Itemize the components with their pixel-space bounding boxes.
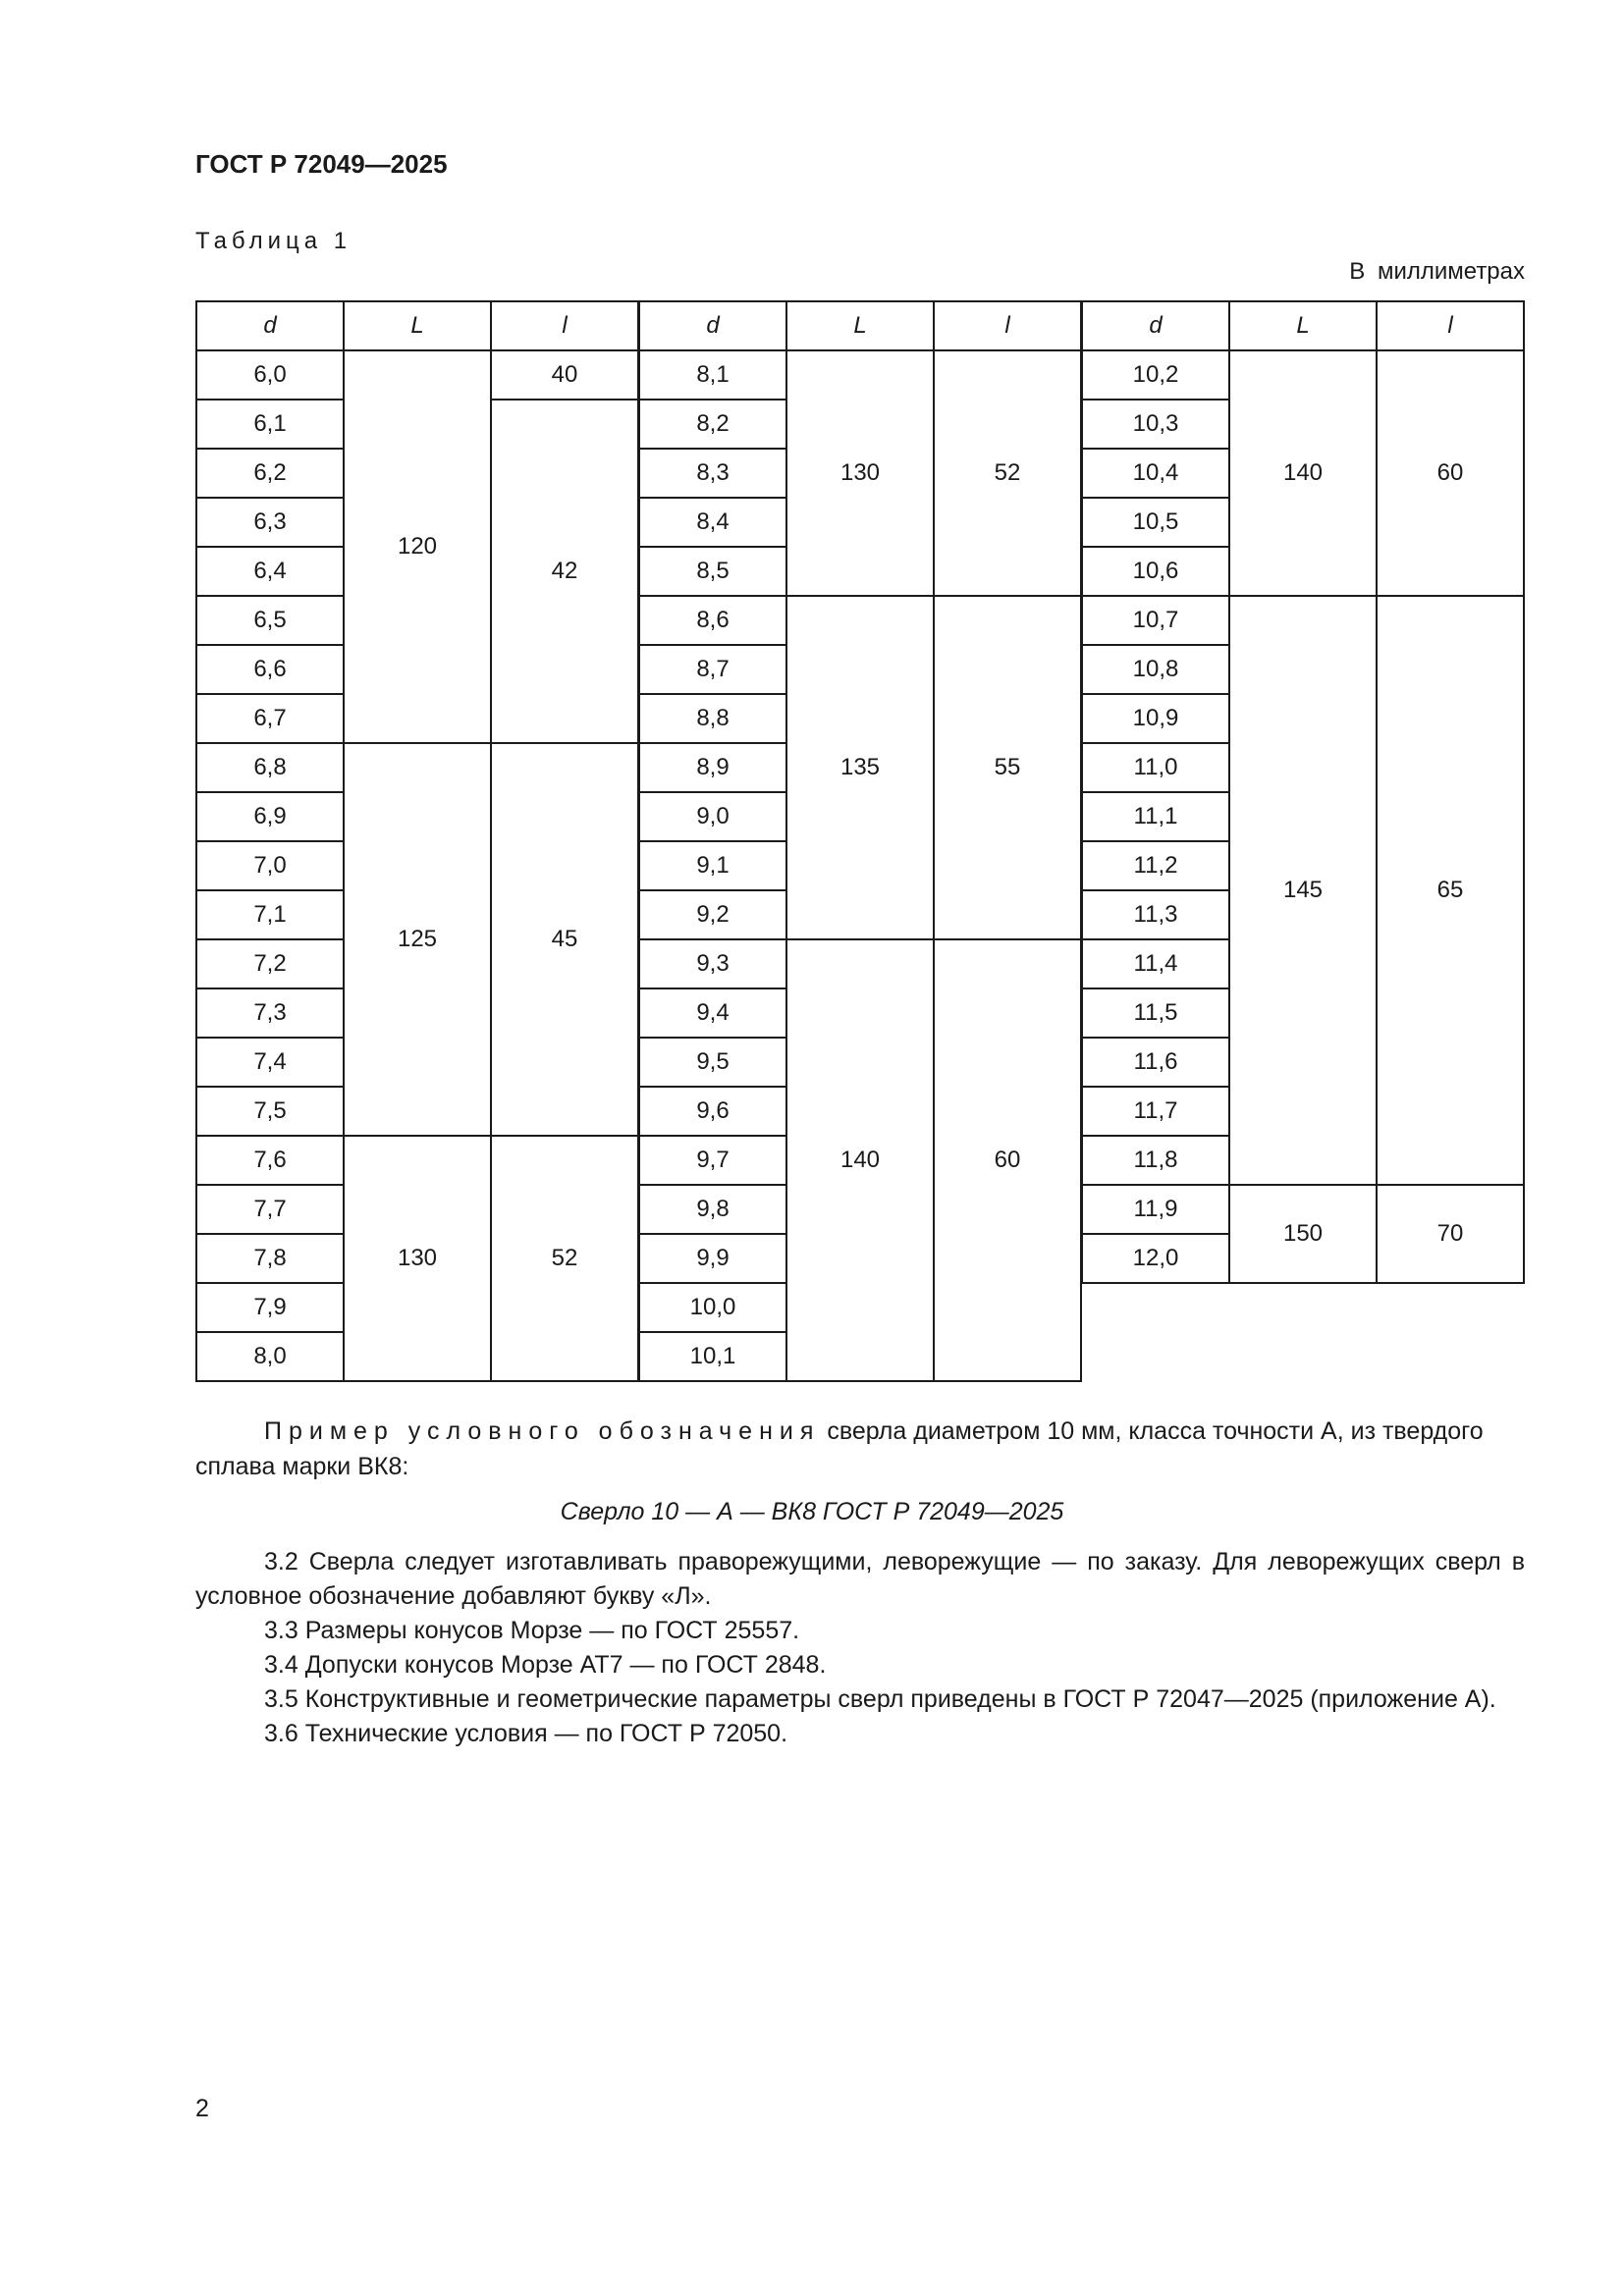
cell-d: 11,0 (1082, 743, 1229, 792)
cell-l: 52 (934, 350, 1081, 596)
header-l: l (1377, 301, 1524, 350)
cell-d: 9,2 (639, 890, 786, 939)
cell-d: 6,2 (196, 449, 344, 498)
cell-L: 125 (344, 743, 491, 1136)
header-d: d (639, 301, 786, 350)
document-header: ГОСТ Р 72049—2025 (195, 149, 448, 179)
cell-d: 9,4 (639, 988, 786, 1038)
cell-d: 6,6 (196, 645, 344, 694)
cell-d: 11,4 (1082, 939, 1229, 988)
cell-l: 52 (491, 1136, 638, 1381)
clauses (195, 1545, 1525, 1751)
cell-d: 11,3 (1082, 890, 1229, 939)
header-L: L (344, 301, 491, 350)
cell-d: 10,6 (1082, 547, 1229, 596)
cell-L: 130 (786, 350, 934, 596)
cell-l: 55 (934, 596, 1081, 939)
cell-d: 8,9 (639, 743, 786, 792)
cell-d: 9,7 (639, 1136, 786, 1185)
cell-d: 10,5 (1082, 498, 1229, 547)
cell-l: 65 (1377, 596, 1524, 1185)
cell-d: 10,9 (1082, 694, 1229, 743)
cell-d: 9,0 (639, 792, 786, 841)
cell-L: 135 (786, 596, 934, 939)
clause-3-3: 3.3 Размеры конусов Морзе — по ГОСТ 25557. (264, 1617, 800, 1644)
table-part-2 (638, 300, 1082, 1382)
cell-l: 42 (491, 400, 638, 743)
cell-l: 40 (491, 350, 638, 400)
cell-d: 9,3 (639, 939, 786, 988)
header-L: L (1229, 301, 1377, 350)
designation-formula: Сверло 10 — А — ВК8 ГОСТ Р 72049—2025 (560, 1498, 1064, 1525)
cell-d: 6,7 (196, 694, 344, 743)
cell-d: 10,8 (1082, 645, 1229, 694)
cell-d: 11,2 (1082, 841, 1229, 890)
header-L: L (786, 301, 934, 350)
example-lead: Пример условного обозначения (264, 1417, 821, 1445)
clause-3-5: 3.5 Конструктивные и геометрические параметры сверл приведены в ГОСТ Р 72047—2025 (приложение А). (264, 1685, 1496, 1713)
cell-L: 120 (344, 350, 491, 743)
table-units: В миллиметрах (1349, 258, 1525, 285)
header-d: d (1082, 301, 1229, 350)
cell-d: 8,7 (639, 645, 786, 694)
cell-d: 11,8 (1082, 1136, 1229, 1185)
clause-3-6: 3.6 Технические условия — по ГОСТ Р 72050. (264, 1720, 788, 1747)
cell-d: 8,8 (639, 694, 786, 743)
cell-d: 7,7 (196, 1185, 344, 1234)
cell-L: 130 (344, 1136, 491, 1381)
cell-l: 60 (1377, 350, 1524, 596)
cell-d: 6,3 (196, 498, 344, 547)
cell-d: 6,4 (196, 547, 344, 596)
designation-example (195, 1414, 1525, 1484)
cell-d: 10,7 (1082, 596, 1229, 645)
cell-l: 60 (934, 939, 1081, 1381)
cell-L: 140 (786, 939, 934, 1381)
cell-d: 8,6 (639, 596, 786, 645)
cell-d: 7,8 (196, 1234, 344, 1283)
cell-d: 12,0 (1082, 1234, 1229, 1283)
cell-d: 7,2 (196, 939, 344, 988)
header-l: l (934, 301, 1081, 350)
cell-d: 7,3 (196, 988, 344, 1038)
cell-d: 10,4 (1082, 449, 1229, 498)
cell-d: 6,8 (196, 743, 344, 792)
cell-d: 6,0 (196, 350, 344, 400)
cell-L: 150 (1229, 1185, 1377, 1283)
clause-3-2: 3.2 Сверла следует изготавливать праворежущими, леворежущие — по заказу. Для леворежущих сверл в условное обозначение добавляют букву «Л». (195, 1548, 1525, 1610)
cell-d: 11,1 (1082, 792, 1229, 841)
cell-d: 6,1 (196, 400, 344, 449)
cell-d: 10,0 (639, 1283, 786, 1332)
cell-d: 8,5 (639, 547, 786, 596)
cell-d: 10,2 (1082, 350, 1229, 400)
cell-L: 145 (1229, 596, 1377, 1185)
page-number: 2 (195, 2095, 209, 2122)
example-text: сверла диаметром 10 мм, класса точности А, из твердого сплава марки ВК8: (195, 1417, 1484, 1480)
cell-d: 7,9 (196, 1283, 344, 1332)
cell-L: 140 (1229, 350, 1377, 596)
cell-d: 7,5 (196, 1087, 344, 1136)
cell-d: 9,5 (639, 1038, 786, 1087)
cell-d: 6,5 (196, 596, 344, 645)
cell-d: 8,4 (639, 498, 786, 547)
cell-d: 8,3 (639, 449, 786, 498)
cell-d: 8,0 (196, 1332, 344, 1381)
cell-d: 10,1 (639, 1332, 786, 1381)
cell-l: 45 (491, 743, 638, 1136)
table-caption: Таблица 1 (195, 228, 352, 254)
cell-d: 10,3 (1082, 400, 1229, 449)
clause-3-4: 3.4 Допуски конусов Морзе АТ7 — по ГОСТ 2848. (264, 1651, 827, 1679)
table-part-3 (1081, 300, 1525, 1284)
table-part-1 (195, 300, 639, 1382)
cell-d: 8,1 (639, 350, 786, 400)
cell-d: 9,1 (639, 841, 786, 890)
header-d: d (196, 301, 344, 350)
cell-d: 9,8 (639, 1185, 786, 1234)
cell-d: 7,4 (196, 1038, 344, 1087)
cell-d: 7,0 (196, 841, 344, 890)
dimensions-table (195, 300, 1525, 1388)
cell-d: 7,1 (196, 890, 344, 939)
cell-d: 11,7 (1082, 1087, 1229, 1136)
cell-d: 11,6 (1082, 1038, 1229, 1087)
cell-d: 11,9 (1082, 1185, 1229, 1234)
cell-d: 7,6 (196, 1136, 344, 1185)
header-l: l (491, 301, 638, 350)
cell-d: 9,6 (639, 1087, 786, 1136)
cell-d: 6,9 (196, 792, 344, 841)
cell-d: 11,5 (1082, 988, 1229, 1038)
cell-d: 8,2 (639, 400, 786, 449)
cell-d: 9,9 (639, 1234, 786, 1283)
cell-l: 70 (1377, 1185, 1524, 1283)
